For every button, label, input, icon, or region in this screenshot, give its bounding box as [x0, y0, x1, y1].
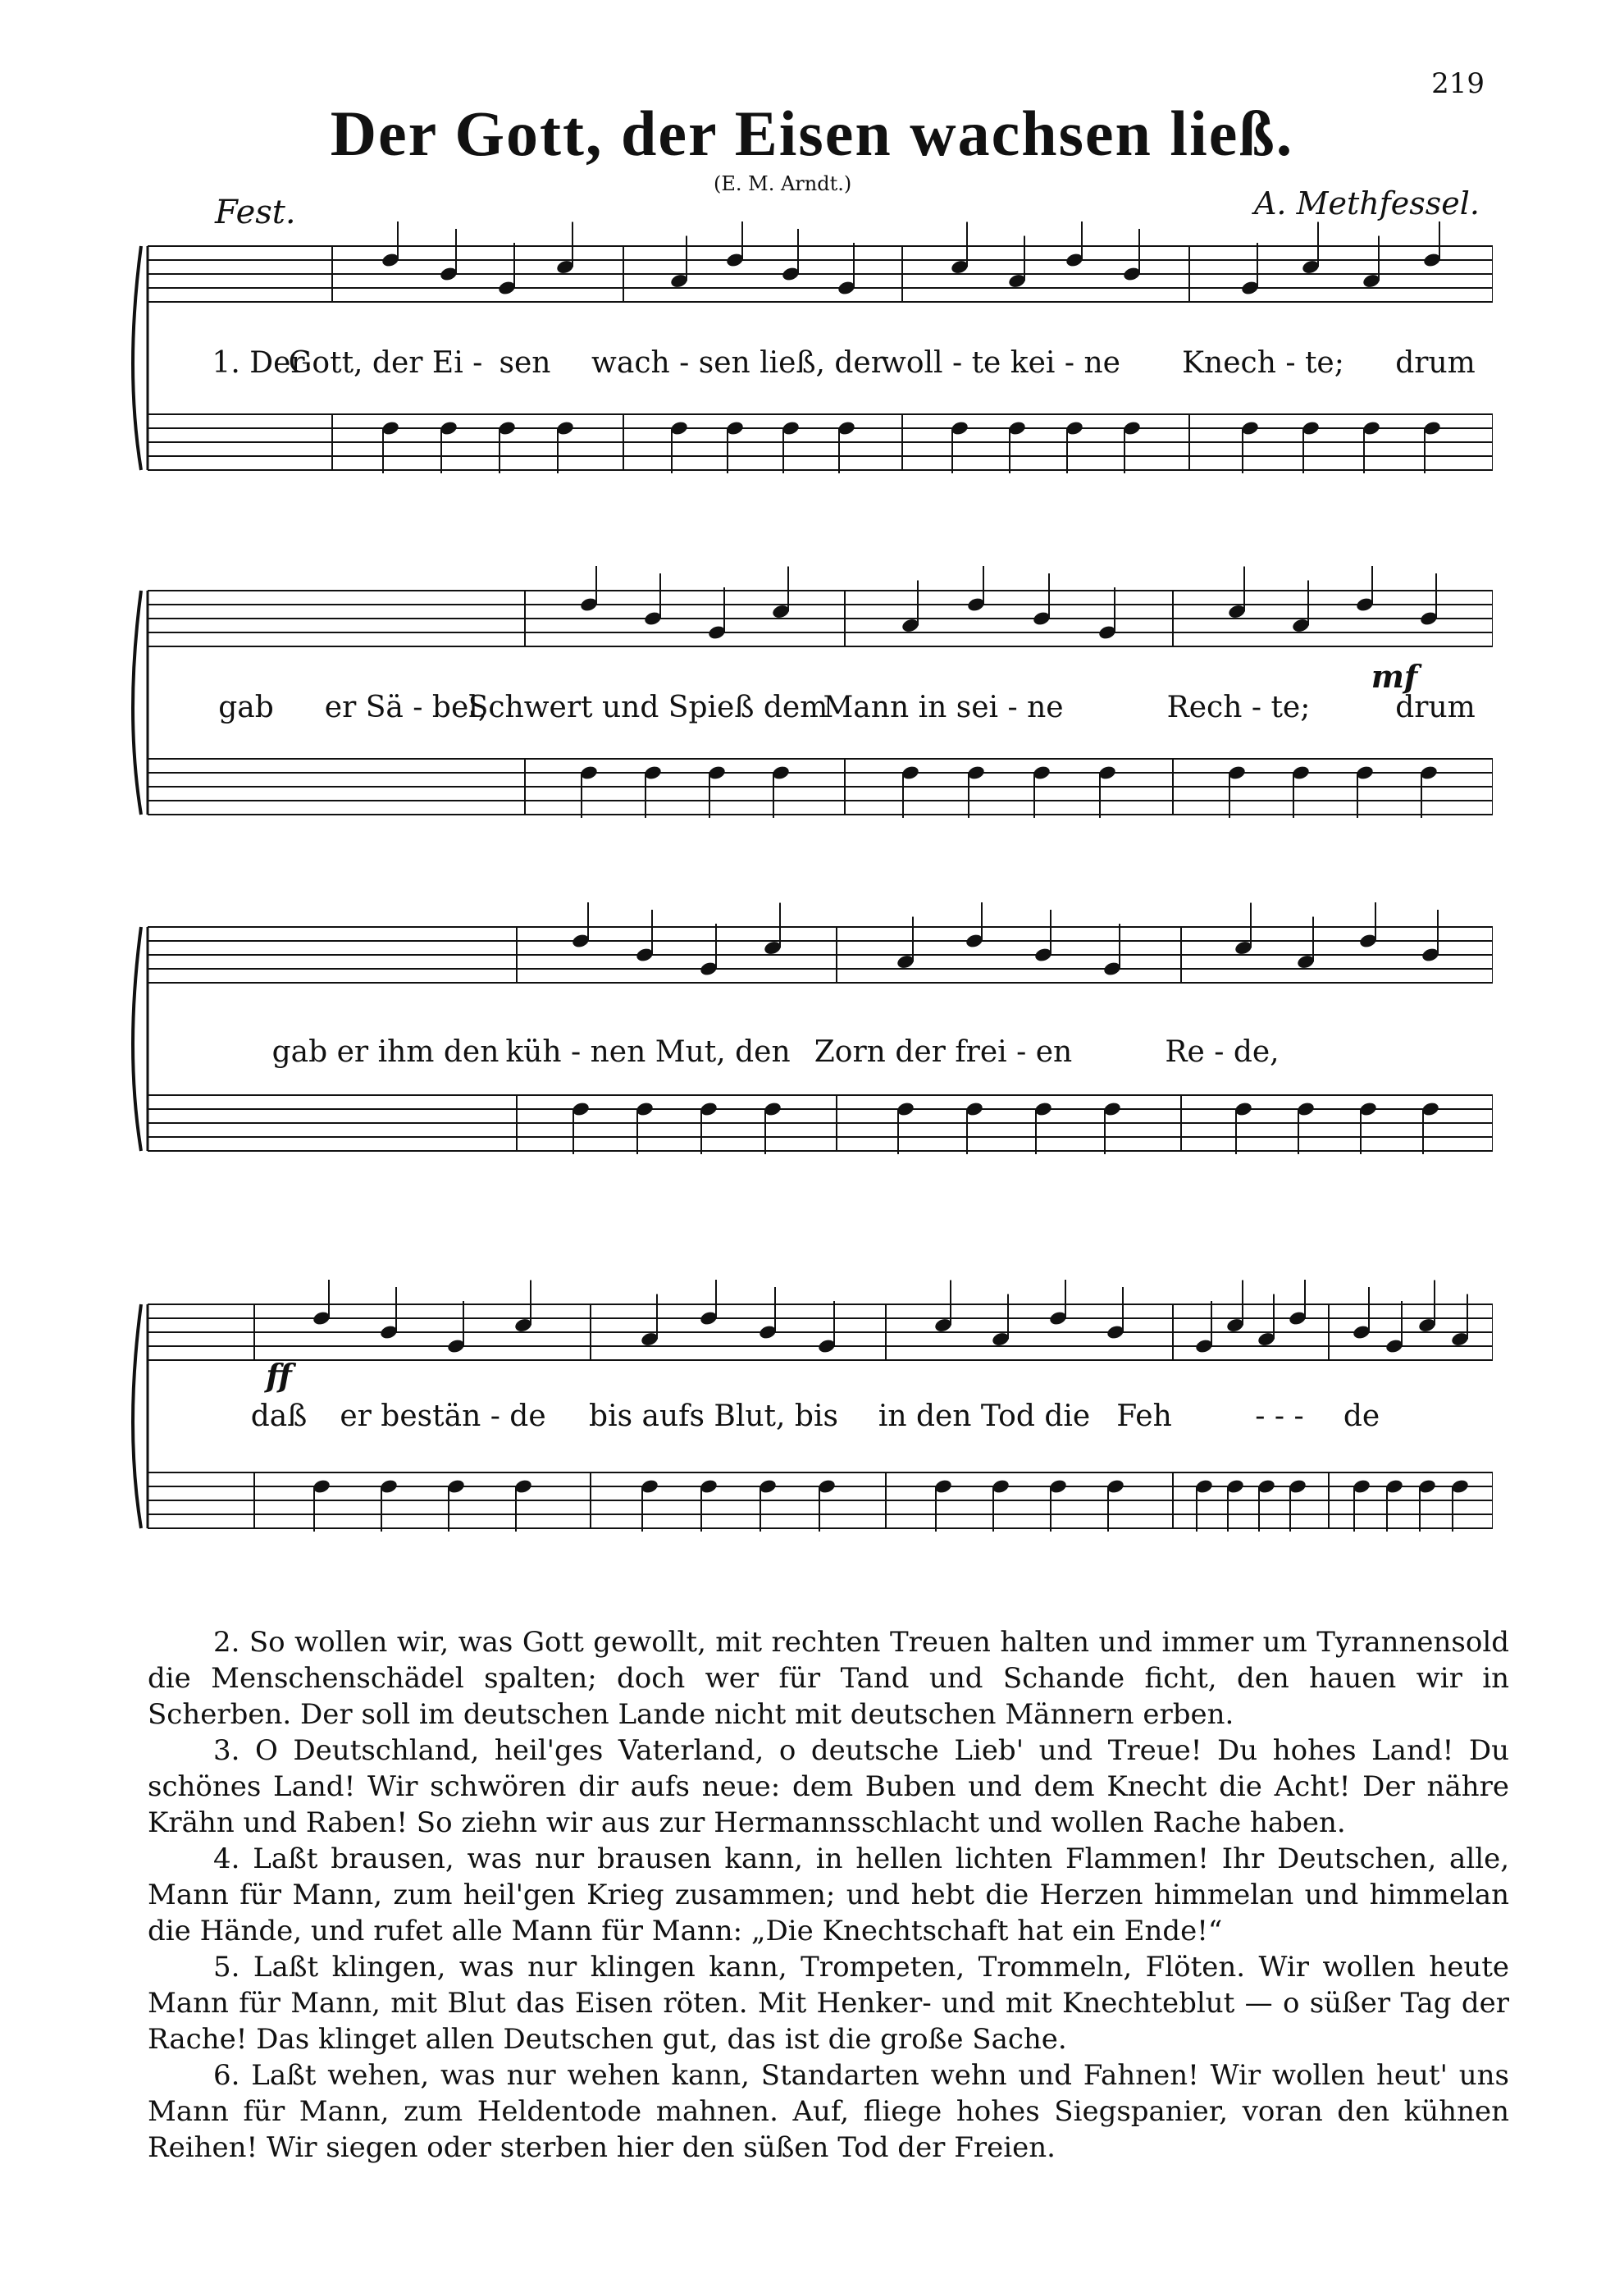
- lyric-syllable: Zorn der frei - en: [814, 1035, 1073, 1069]
- lyric-syllable: gab: [218, 691, 274, 724]
- lyric-syllable: woll - te kei - ne: [881, 346, 1120, 380]
- verse-3: 3. O Deutschland, heil'ges Vaterland, o deutsche Lieb' und Treue! Du hohes Land! Du schönes Land! Wir schwören dir aufs neue: dem Buben und dem Knecht die Acht! Der nähre Krähn und Raben! So ziehn wir aus zur Hermannsschlacht und wollen Rache haben.: [148, 1734, 1509, 1839]
- song-title: Der Gott, der Eisen wachsen ließ.: [330, 98, 1294, 169]
- music-system-3: [123, 902, 1493, 1165]
- lyric-syllable: daß: [250, 1399, 308, 1433]
- page-number: 219: [1431, 67, 1485, 100]
- brace: [133, 246, 141, 470]
- staff-graphics: [123, 902, 1493, 1165]
- tempo-marking: Fest.: [215, 194, 296, 231]
- lyric-syllable: küh - nen Mut, den: [505, 1035, 791, 1069]
- lyric-syllable: Mann in sei - ne: [823, 691, 1064, 724]
- lyric-syllable: Rech - te;: [1166, 691, 1311, 724]
- lyric-syllable: Schwert und Spieß dem: [468, 691, 828, 724]
- composer-credit: A. Methfessel.: [1253, 185, 1480, 221]
- verse-6: 6. Laßt wehen, was nur wehen kann, Standarten wehn und Fahnen! Wir wollen heut' uns Mann für Mann, zum Heldentode mahnen. Auf, fliege hohes Siegspanier, voran den kühnen Reihen! Wir siegen oder sterben hier den süßen Tod der Freien.: [148, 2059, 1509, 2164]
- verse-5: 5. Laßt klingen, was nur klingen kann, Trompeten, Trommeln, Flöten. Wir wollen heute Mann für Mann, mit Blut das Eisen röten. Mit Henker- und mit Knechteblut — o süßer Tag der Rache! Das klinget allen Deutschen gut, das ist die große Sache.: [148, 1951, 1509, 2056]
- lyric-syllable: Feh: [1116, 1399, 1172, 1433]
- lyric-syllable: wach - sen ließ, der: [591, 346, 885, 380]
- lyric-syllable: drum: [1395, 346, 1476, 380]
- lyric-syllable: Re - de,: [1165, 1035, 1280, 1069]
- verse-2: 2. So wollen wir, was Gott gewollt, mit rechten Treuen halten und immer um Tyrannensold die Menschenschädel spalten; doch wer für Tand und Schande ficht, den hauen wir in Scherben. Der soll im deutschen Lande nicht mit deutschen Männern erben.: [148, 1626, 1509, 1731]
- lyric-syllable: sen: [499, 346, 551, 380]
- lyric-syllable: drum: [1395, 691, 1476, 724]
- lyric-syllable: Knech - te;: [1182, 346, 1344, 380]
- verse-4: 4. Laßt brausen, was nur brausen kann, in hellen lichten Flammen! Ihr Deutschen, alle, Mann für Mann, zum heil'gen Krieg zusammen; und hebt die Herzen himmelan und himmelan die Hände, und rufet alle Mann für Mann: „Die Knechtschaft hat ein Ende!“: [148, 1842, 1509, 1947]
- lyric-syllable: er bestän - de: [340, 1399, 546, 1433]
- music-system-2: [123, 566, 1493, 829]
- lyric-syllable: de: [1343, 1399, 1380, 1433]
- lyric-syllable: bis aufs Blut, bis: [589, 1399, 838, 1433]
- lyric-syllable: - - -: [1255, 1399, 1304, 1433]
- additional-verses: [148, 1624, 1509, 2166]
- dynamic-marking: ff: [266, 1357, 292, 1394]
- lyric-syllable: er Sä - bel,: [324, 691, 488, 724]
- poet-credit: (E. M. Arndt.): [714, 172, 852, 195]
- lyric-syllable: 1. Der: [212, 346, 305, 380]
- music-system-4: [123, 1280, 1493, 1542]
- music-system-1: [123, 221, 1493, 484]
- brace: [133, 591, 141, 815]
- dynamic-marking: mf: [1371, 658, 1418, 695]
- brace: [133, 1304, 141, 1528]
- lyric-syllable: Gott, der Ei -: [288, 346, 483, 380]
- brace: [133, 927, 141, 1151]
- lyric-syllable: in den Tod die: [878, 1399, 1091, 1433]
- lyric-syllable: gab er ihm den: [271, 1035, 500, 1069]
